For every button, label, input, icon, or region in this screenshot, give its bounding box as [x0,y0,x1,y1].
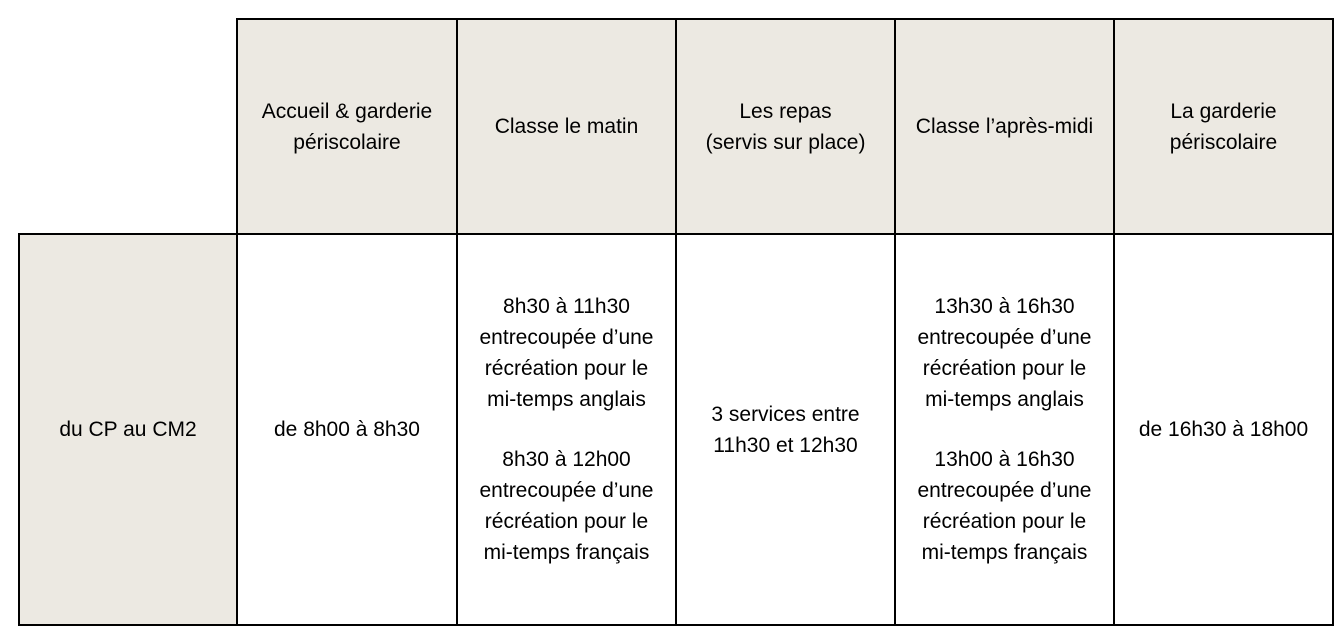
cell-text: entrecoupée d’une [479,479,654,502]
header-text: périscolaire [293,130,401,154]
cell-accueil-hours [236,233,458,626]
header-classe-matin [456,18,677,235]
header-classe-apres-midi [894,18,1115,235]
row-label: du CP au CM2 [59,418,197,441]
header-accueil-garderie [236,18,458,235]
header-text: Les repas [739,99,832,123]
header-text: Accueil & garderie [261,99,433,123]
cell-garderie-hours [1113,233,1334,626]
cell-text: 13h00 à 16h30 [934,448,1075,471]
paragraph-gap [904,415,1105,444]
cell-repas [675,233,896,626]
cell-text: de 16h30 à 18h00 [1138,418,1309,441]
header-text: Classe le matin [494,115,639,138]
cell-text: entrecoupée d’une [479,326,654,349]
cell-text: récréation pour le [484,510,649,533]
cell-text: mi-temps anglais [925,388,1084,411]
cell-text: 13h30 à 16h30 [934,295,1075,318]
cell-classe-matin [456,233,677,626]
cell-text: entrecoupée d’une [917,326,1092,349]
cell-text: mi-temps français [483,541,650,564]
header-repas [675,18,896,235]
cell-text: mi-temps français [921,541,1088,564]
cell-text: récréation pour le [922,357,1087,380]
cell-text: 8h30 à 11h30 [503,295,630,318]
header-text: Classe l’après-midi [915,115,1094,138]
cell-text: 8h30 à 12h00 [502,448,631,471]
cell-text: 11h30 et 12h30 [713,433,858,457]
cell-text: récréation pour le [484,357,649,380]
header-text: périscolaire [1169,130,1278,154]
header-text: La garderie [1170,99,1277,123]
cell-classe-apres-midi [894,233,1115,626]
header-text: (servis sur place) [705,130,866,154]
cell-text: 3 services entre [711,402,860,426]
cell-text: de 8h00 à 8h30 [274,418,420,441]
row-header-cp-cm2 [18,233,238,626]
cell-text: récréation pour le [922,510,1087,533]
cell-text: entrecoupée d’une [917,479,1092,502]
paragraph-gap [466,415,667,444]
header-garderie [1113,18,1334,235]
cell-text: mi-temps anglais [487,388,646,411]
